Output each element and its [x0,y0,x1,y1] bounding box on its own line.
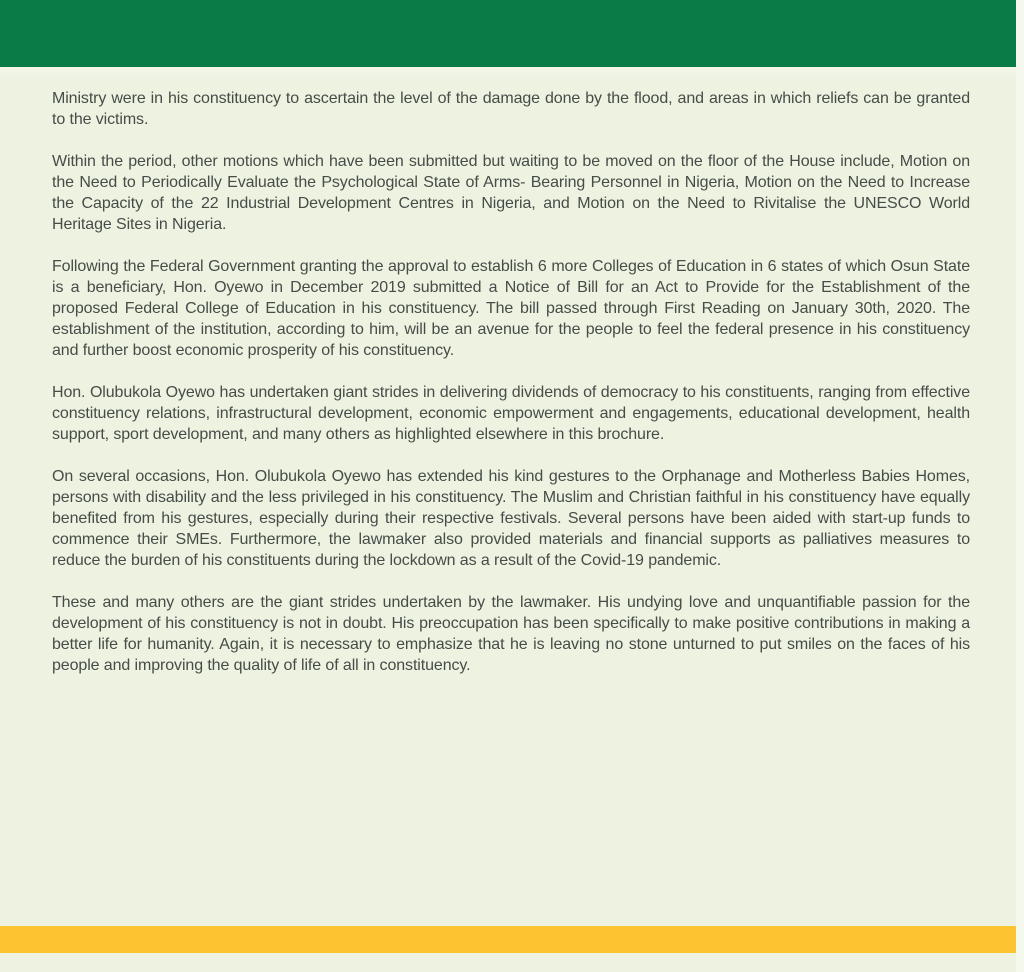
header-gap-strip [0,67,1024,80]
paragraph-kind-gestures: On several occasions, Hon. Olubukola Oyewo has extended his kind gestures to the Orphanage and Motherless Babies Homes, persons with disability and the less privileged in his constituency. The Muslim and Christian faithful in his constituency have equally benefited from his gestures, especially during their respective festivals. Several persons have been aided with start-up funds to commence their SMEs. Furthermore, the lawmaker also provided materials and financial supports as palliatives measures to reduce the burden of his constituents during the lockdown as a result of the Covid-19 pandemic. [52,468,970,569]
page-right-edge [1016,0,1024,972]
footer-cream-strip [0,953,1024,972]
header-green-bar [0,0,1024,67]
body-text-block [52,88,970,697]
footer-yellow-bar [0,926,1024,953]
paragraph-flood-relief: Ministry were in his constituency to ascertain the level of the damage done by the flood, and areas in which reliefs can be granted to the victims. [52,90,970,128]
paragraph-giant-strides: Hon. Olubukola Oyewo has undertaken giant strides in delivering dividends of democracy to his constituents, ranging from effective constituency relations, infrastructural development, economic empowerment and engagements, educational development, health support, sport development, and many others as highlighted elsewhere in this brochure. [52,384,970,443]
paragraph-college-bill: Following the Federal Government granting the approval to establish 6 more Colleges of Education in 6 states of which Osun State is a beneficiary, Hon. Oyewo in December 2019 submitted a Notice of Bill for an Act to Provide for the Establishment of the proposed Federal College of Education in his constituency. The bill passed through First Reading on January 30th, 2020. The establishment of the institution, according to him, will be an avenue for the people to feel the federal presence in his constituency and further boost economic prosperity of his constituency. [52,258,970,359]
paragraph-pending-motions: Within the period, other motions which have been submitted but waiting to be moved on the floor of the House include, Motion on the Need to Periodically Evaluate the Psychological State of Arms- Bearing Personnel in Nigeria, Motion on the Need to Increase the Capacity of the 22 Industrial Development Centres in Nigeria, and Motion on the Need to Rivitalise the UNESCO World Heritage Sites in Nigeria. [52,153,970,233]
paragraph-conclusion: These and many others are the giant strides undertaken by the lawmaker. His undying love and unquantifiable passion for the development of his constituency is not in doubt. His preoccupation has been specifically to make positive contributions in making a better life for humanity. Again, it is necessary to emphasize that he is leaving no stone unturned to put smiles on the faces of his people and improving the quality of life of all in constituency. [52,594,970,674]
